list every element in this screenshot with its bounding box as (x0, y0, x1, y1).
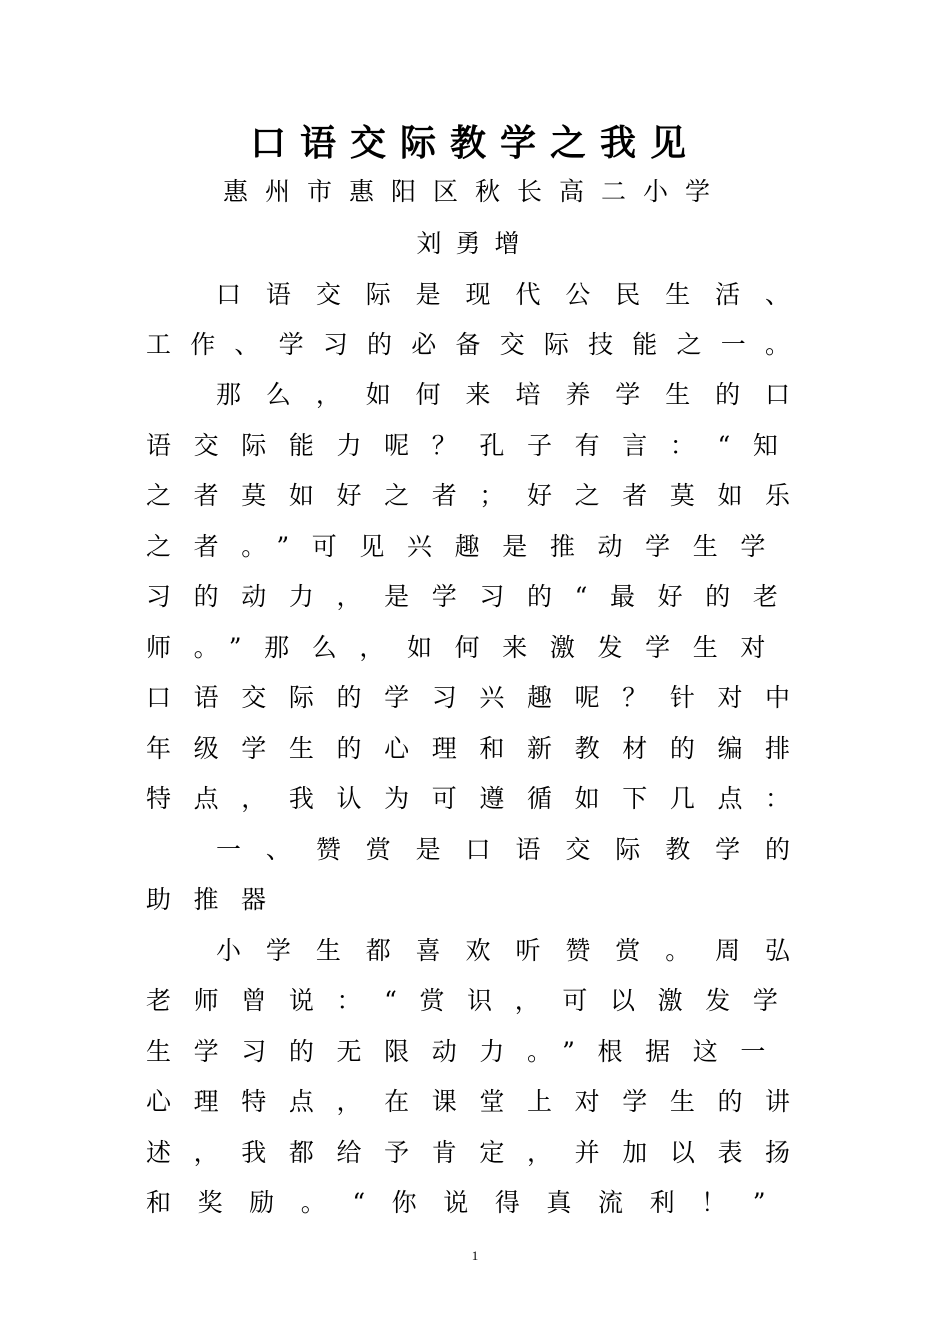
text-line: 习的动力，是学习的“最好的老 (146, 582, 801, 611)
text-line: 特点，我认为可遵循如下几点： (146, 784, 813, 813)
text-line: 生学习的无限动力。”根据这一 (146, 1037, 788, 1066)
text-line: 年级学生的心理和新教材的编排 (146, 734, 813, 763)
text-line: 工作、学习的必备交际技能之一。 (146, 330, 810, 359)
page-number: 1 (471, 1248, 479, 1263)
text-line: 老师曾说：“赏识，可以激发学 (146, 986, 801, 1015)
text-line: 心理特点，在课堂上对学生的讲 (146, 1087, 813, 1116)
text-line: 师。”那么，如何来激发学生对 (146, 633, 788, 662)
text-line: 口语交际是现代公民生活、 (216, 280, 815, 309)
text-line: 和奖励。“你说得真流利！” (146, 1188, 793, 1217)
school-name: 惠州市惠阳区秋长高二小学 (222, 177, 727, 206)
text-line: 语交际能力呢？孔子有言：“知 (146, 431, 801, 460)
text-line: 口语交际的学习兴趣呢？针对中 (146, 683, 813, 712)
text-line: 小学生都喜欢听赞赏。周弘 (216, 936, 815, 965)
text-line: 那么，如何来培养学生的口 (216, 380, 815, 409)
text-line: 述，我都给予肯定，并加以表扬 (146, 1138, 813, 1167)
document-title: 口语交际教学之我见 (249, 122, 700, 164)
author-name: 刘勇增 (416, 229, 534, 258)
text-line: 之者。”可见兴趣是推动学生学 (146, 532, 788, 561)
section-heading: 一、赞赏是口语交际教学的 (216, 835, 815, 864)
section-heading: 助推器 (146, 885, 289, 914)
text-line: 之者莫如好之者；好之者莫如乐 (146, 481, 813, 510)
